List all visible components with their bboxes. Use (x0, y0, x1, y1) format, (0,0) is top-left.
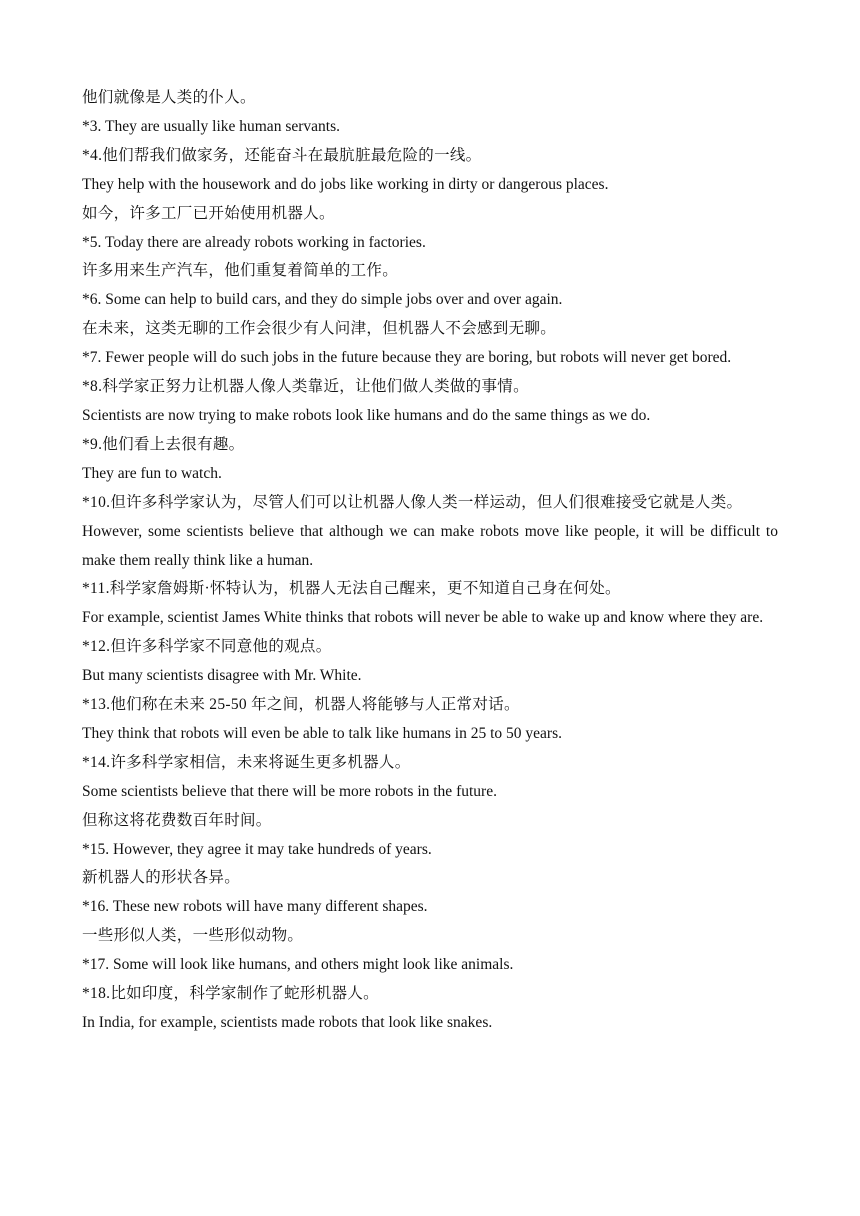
text-line-en: *7. Fewer people will do such jobs in the future because they are boring, but robots will never get bored. (82, 349, 732, 367)
text-line-en: But many scientists disagree with Mr. White. (82, 667, 362, 685)
text-line-zh: *13.他们称在未来 25-50 年之间，机器人将能够与人正常对话。 (82, 696, 520, 714)
text-line-zh: *8.科学家正努力让机器人像人类靠近，让他们做人类做的事情。 (82, 378, 529, 396)
text-line-zh: *18.比如印度，科学家制作了蛇形机器人。 (82, 985, 379, 1003)
text-line-en: However, some scientists believe that although we can make robots move like people, it will be difficult to make them really think like a human. (82, 522, 778, 569)
text-line-zh: 新机器人的形状各异。 (82, 869, 241, 887)
document-page (82, 84, 778, 1038)
text-line-en: They help with the housework and do jobs like working in dirty or dangerous places. (82, 175, 609, 193)
text-line-en: *15. However, they agree it may take hundreds of years. (82, 840, 432, 858)
text-line-en: *6. Some can help to build cars, and they do simple jobs over and over again. (82, 291, 563, 309)
text-line-en: *3. They are usually like human servants. (82, 117, 340, 135)
text-line-zh: 如今，许多工厂已开始使用机器人。 (82, 204, 335, 222)
text-line-zh: *9.他们看上去很有趣。 (82, 435, 245, 453)
text-line-zh: 一些形似人类，一些形似动物。 (82, 927, 304, 945)
text-line-zh: *4.他们帮我们做家务，还能奋斗在最肮脏最危险的一线。 (82, 146, 482, 164)
text-line-zh: *10.但许多科学家认为，尽管人们可以让机器人像人类一样运动，但人们很难接受它就是人类。 (82, 493, 743, 511)
text-line-en: Scientists are now trying to make robots look like humans and do the same things as we do. (82, 406, 651, 424)
text-line-en: For example, scientist James White thinks that robots will never be able to wake up and know where they are. (82, 609, 764, 627)
text-line-zh: 他们就像是人类的仆人。 (82, 89, 256, 106)
text-line-zh: *11.科学家詹姆斯·怀特认为，机器人无法自己醒来，更不知道自己身在何处。 (82, 580, 621, 598)
text-line-en: *5. Today there are already robots working in factories. (82, 233, 426, 251)
text-line-zh: *14.许多科学家相信，未来将诞生更多机器人。 (82, 753, 411, 771)
text-line-en: *17. Some will look like humans, and others might look like animals. (82, 956, 514, 974)
text-line-en: They are fun to watch. (82, 464, 222, 482)
text-line-en: They think that robots will even be able to talk like humans in 25 to 50 years. (82, 724, 562, 742)
text-line-en: *16. These new robots will have many different shapes. (82, 898, 428, 916)
text-line-zh: 许多用来生产汽车，他们重复着简单的工作。 (82, 262, 399, 280)
text-line-zh: *12.但许多科学家不同意他的观点。 (82, 638, 332, 656)
text-line-en: In India, for example, scientists made robots that look like snakes. (82, 1014, 493, 1031)
text-line-en: Some scientists believe that there will be more robots in the future. (82, 782, 497, 800)
text-line-zh: 但称这将花费数百年时间。 (82, 811, 272, 829)
text-line-zh: 在未来，这类无聊的工作会很少有人问津，但机器人不会感到无聊。 (82, 320, 557, 338)
